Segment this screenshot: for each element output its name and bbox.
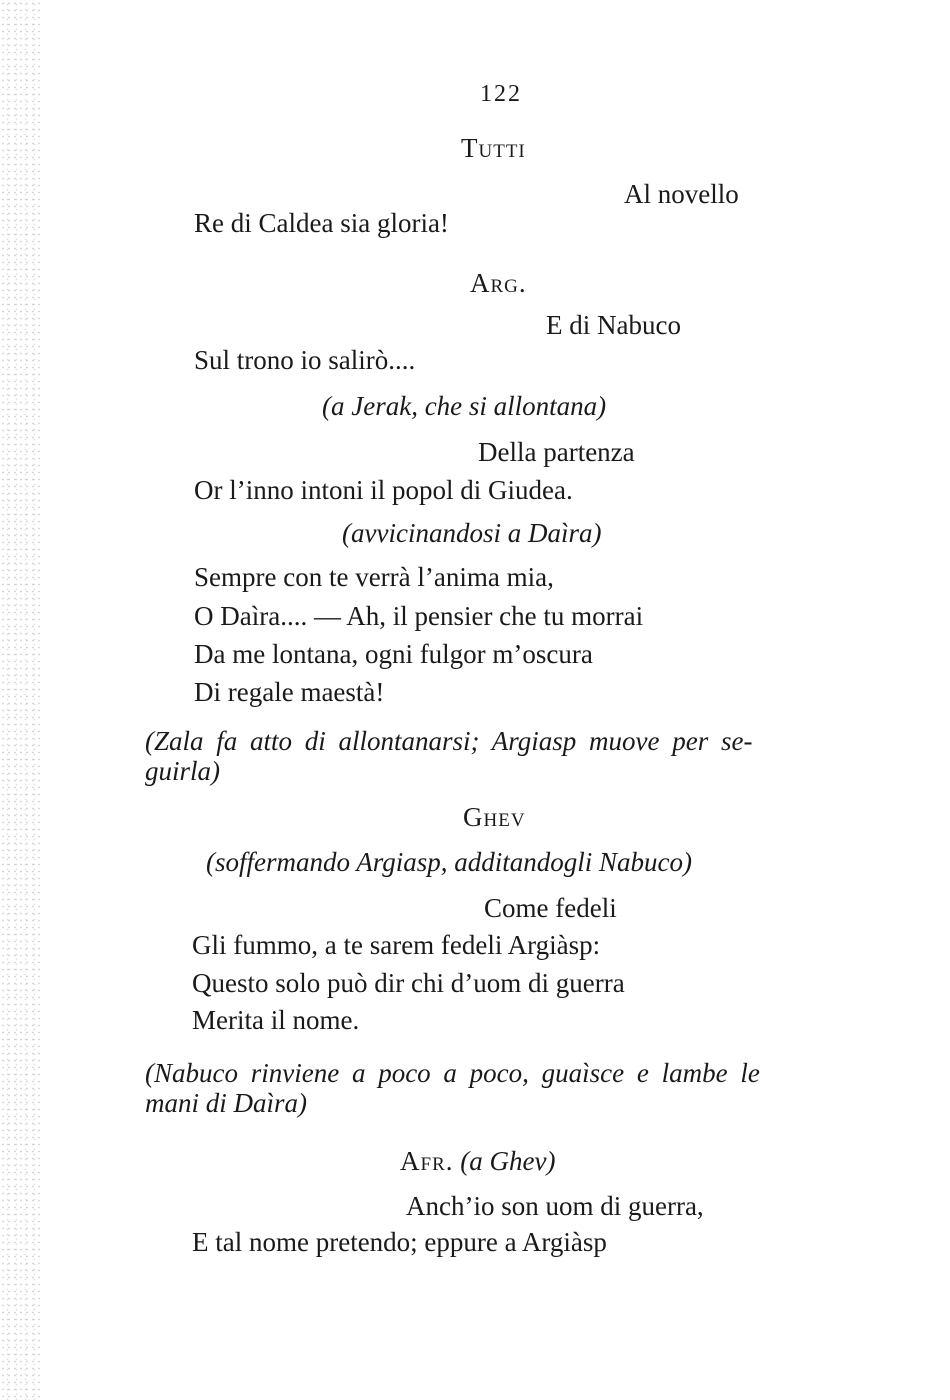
verse-line: Al novello bbox=[624, 179, 739, 209]
verse-line: Sempre con te verrà l’anima mia, bbox=[194, 562, 554, 592]
verse-line: Questo solo può dir chi d’uom di guerra bbox=[192, 968, 625, 998]
page-number: 122 bbox=[480, 81, 522, 107]
verse-line: E tal nome pretendo; eppure a Argiàsp bbox=[192, 1227, 607, 1257]
verse-line: Della partenza bbox=[478, 437, 635, 467]
verse-line: Or l’inno intoni il popol di Giudea. bbox=[194, 475, 573, 505]
verse-line: Come fedeli bbox=[484, 893, 617, 923]
stage-direction: (Zala fa atto di allontanarsi; Argiasp muove per se- bbox=[145, 726, 753, 756]
stage-direction: (a Ghev) bbox=[460, 1146, 556, 1176]
verse-line: Merita il nome. bbox=[192, 1005, 360, 1035]
verse-line: Di regale maestà! bbox=[194, 677, 385, 707]
stage-direction: (Nabuco rinviene a poco a poco, guaìsce e lambe le bbox=[145, 1058, 760, 1088]
stage-direction: guirla) bbox=[145, 756, 221, 786]
verse-line: E di Nabuco bbox=[546, 310, 681, 340]
verse-line: Da me lontana, ogni fulgor m’oscura bbox=[194, 639, 593, 669]
verse-line: Sul trono io salirò.... bbox=[194, 345, 416, 375]
speaker-line-afr bbox=[400, 1145, 555, 1177]
stage-direction: (a Jerak, che si allontana) bbox=[322, 391, 607, 421]
speaker-afr: Afr. bbox=[400, 1146, 454, 1176]
verse-line: Re di Caldea sia gloria! bbox=[194, 208, 449, 238]
verse-line: Anch’io son uom di guerra, bbox=[406, 1191, 704, 1221]
stage-direction: (soffermando Argiasp, additandogli Nabuco) bbox=[206, 847, 692, 877]
speaker-arg: Arg. bbox=[470, 268, 527, 298]
verse-line: Gli fummo, a te sarem fedeli Argiàsp: bbox=[192, 930, 601, 960]
speaker-ghev: Ghev bbox=[463, 802, 526, 832]
scan-edge-noise bbox=[0, 0, 40, 1400]
stage-direction: mani di Daìra) bbox=[145, 1088, 307, 1118]
speaker-tutti: Tutti bbox=[461, 133, 526, 163]
stage-direction: (avvicinandosi a Daìra) bbox=[342, 518, 602, 548]
verse-line: O Daìra.... — Ah, il pensier che tu morrai bbox=[194, 601, 644, 631]
